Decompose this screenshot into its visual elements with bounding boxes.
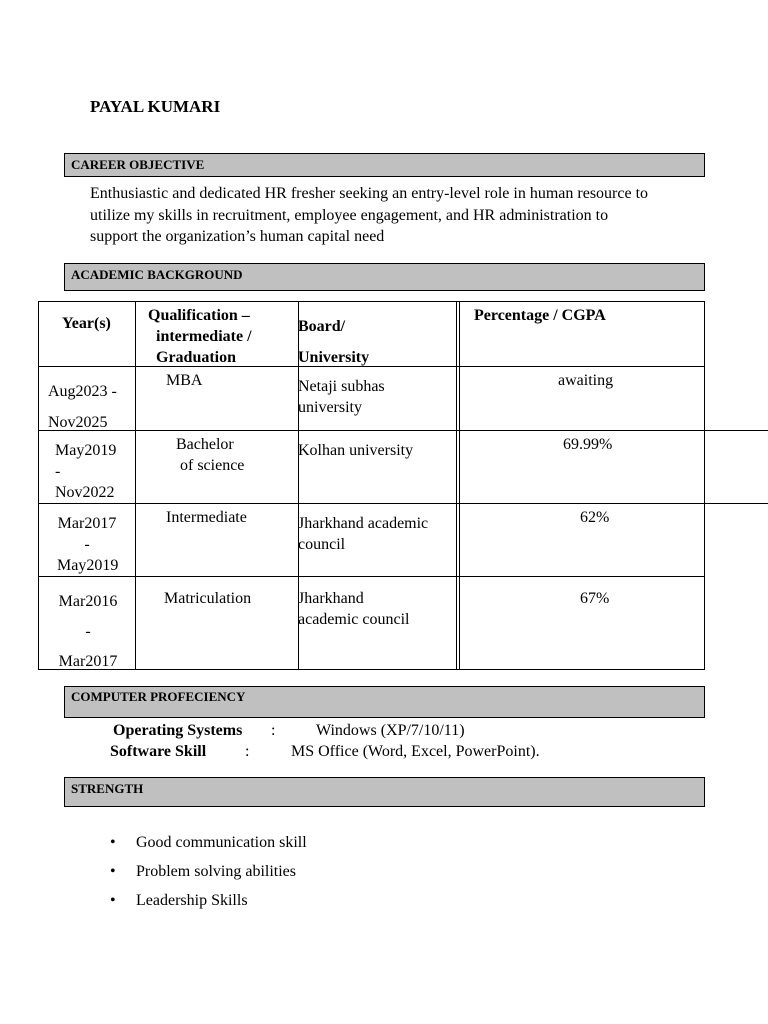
table-row-2-qualification: Bachelor of science [176, 436, 245, 474]
list-item: • Problem solving abilities [110, 863, 296, 880]
list-item: • Good communication skill [110, 834, 307, 851]
table-row-4-qualification: Matriculation [164, 590, 252, 607]
table-row-1-percentage: awaiting [558, 372, 614, 389]
bullet-icon: • [110, 892, 116, 909]
academic-table [38, 301, 705, 670]
software-value: MS Office (Word, Excel, PowerPoint). [291, 743, 540, 760]
candidate-name: PAYAL KUMARI [90, 97, 221, 116]
table-row-2-year: May2019 - Nov2022 [55, 442, 117, 501]
table-row-2-board: Kolhan university [298, 442, 414, 459]
table-border-extension [705, 430, 768, 431]
career-objective-text: Enthusiastic and dedicated HR fresher seeking an entry-level role in human resource to utilize my skills in recruitment, employee engagement, and HR administration to support the organization’s human capital need [90, 185, 649, 245]
software-colon: : [245, 743, 250, 760]
section-header-strength: STRENGTH [64, 777, 705, 807]
section-header-academic-background: ACADEMIC BACKGROUND [64, 263, 705, 291]
table-row-3-board: Jharkhand academic council [298, 515, 429, 553]
bullet-icon: • [110, 863, 116, 880]
header-year: Year(s) [62, 315, 111, 332]
table-border-extension [705, 503, 768, 504]
os-label: Operating Systems [113, 722, 243, 739]
table-row-4-percentage: 67% [580, 590, 610, 607]
header-board: Board/ University [298, 318, 370, 366]
list-item: • Leadership Skills [110, 892, 248, 909]
header-qualification: Qualification – intermediate / Graduation [148, 307, 252, 366]
os-colon: : [271, 722, 276, 739]
table-row-3-qualification: Intermediate [166, 509, 247, 526]
os-row [0, 722, 768, 744]
table-row-1-board: Netaji subhas university [298, 378, 385, 416]
software-row [0, 743, 768, 765]
table-row-3-year: Mar2017 - May2019 [57, 515, 119, 574]
os-value: Windows (XP/7/10/11) [316, 722, 465, 739]
table-row-1-qualification: MBA [166, 372, 203, 389]
header-percentage: Percentage / CGPA [474, 307, 606, 324]
section-header-computer-proficiency: COMPUTER PROFECIENCY [64, 686, 705, 718]
table-row-3-percentage: 62% [580, 509, 610, 526]
table-row-4-year: Mar2016 - Mar2017 [58, 593, 118, 670]
software-label: Software Skill [110, 743, 207, 760]
table-row-1-year: Aug2023 - Nov2025 [48, 383, 117, 431]
strength-list [110, 832, 307, 919]
section-header-career-objective: CAREER OBJECTIVE [64, 153, 705, 177]
bullet-icon: • [110, 834, 116, 851]
table-row-4-board: Jharkhand academic council [298, 590, 410, 628]
table-row-2-percentage: 69.99% [563, 436, 613, 453]
